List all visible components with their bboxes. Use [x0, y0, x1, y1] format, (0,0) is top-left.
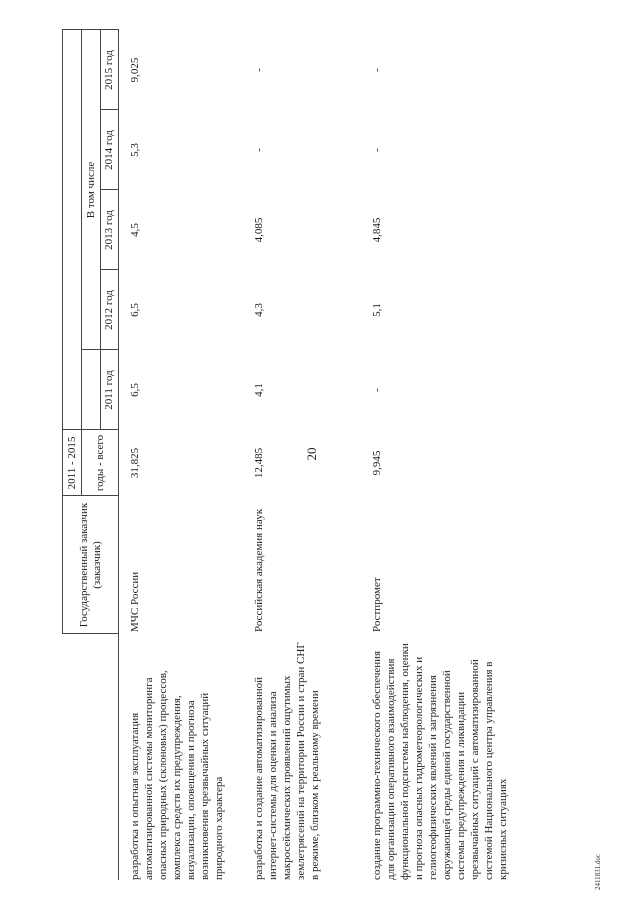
row-value-2011: -	[371, 388, 383, 392]
row-value-2012: 6,5	[129, 303, 141, 317]
header-empty-band	[63, 30, 82, 430]
row-customer: МЧС России	[129, 571, 141, 632]
header-period-top: 2011 - 2015	[63, 430, 82, 496]
row-value-2014: -	[371, 148, 383, 152]
table-row	[370, 30, 540, 880]
table-row	[252, 30, 370, 880]
row-total: 31,825	[129, 447, 141, 479]
row-customer: Российская академия наук	[253, 508, 265, 632]
header-year-2011: 2011 год	[101, 350, 119, 430]
row-value-2011: 6,5	[129, 383, 141, 397]
header-year-2013: 2013 год	[101, 190, 119, 270]
header-year-2014: 2014 год	[101, 110, 119, 190]
header-year-2012: 2012 год	[101, 270, 119, 350]
header-blank-cell	[63, 634, 119, 880]
table-row	[119, 30, 253, 880]
header-year-2015: 2015 год	[101, 30, 119, 110]
funding-table	[62, 30, 540, 881]
header-empty-2011	[82, 350, 101, 430]
row-description: создание программно-технического обеспечения для организации оперативного взаимодействия функциональной подсистемы наблюдения, оценки и прогноза опасных гидрометеорологических и гелиогеофизических явлений и загрязнения окружающей среды единой государственной системы предупреждения и ликвидации чрезвычайных ситуаций с автоматизированной системой Национального центра управления в кризисных ситуациях	[371, 643, 509, 880]
row-value-2015: -	[371, 68, 383, 72]
header-customer: Государственный заказчик (заказчик)	[63, 496, 119, 634]
row-description: разработка и создание автоматизированной интернет-системы для оценки и анализа макросейсмических проявлений ощутимых землетрясений на территории России и стран СНГ в режиме, близком к реальному времени	[253, 642, 321, 880]
header-including: В том числе	[82, 30, 101, 350]
rotated-page-content	[62, 30, 582, 880]
row-value-2013: 4,085	[253, 217, 265, 243]
row-value-2014: 5,3	[129, 143, 141, 157]
row-total: 12,485	[253, 447, 265, 479]
row-value-2012: 4,3	[253, 303, 265, 317]
row-value-2013: 4,5	[129, 223, 141, 237]
row-description: разработка и опытная эксплуатация автоматизированной системы мониторинга опасных природных (склоновых) процессов, комплекса средств их предупреждения, визуализации, оповещения и прогноза возникновения чрезвычайных ситуаций природного характера	[129, 670, 225, 880]
row-total: 9,945	[371, 450, 383, 476]
row-value-2015: -	[253, 68, 265, 72]
row-value-2011: 4,1	[253, 383, 265, 397]
row-value-2013: 4,845	[371, 217, 383, 243]
page-number: 20	[304, 447, 319, 461]
header-period-bottom: годы - всего	[82, 430, 119, 496]
row-value-2014: -	[253, 148, 265, 152]
row-value-2015: 9,025	[129, 57, 141, 83]
row-customer: Ростпромет	[371, 577, 383, 632]
doc-filename: 2411831.doc	[594, 853, 602, 891]
row-value-2012: 5,1	[371, 303, 383, 317]
